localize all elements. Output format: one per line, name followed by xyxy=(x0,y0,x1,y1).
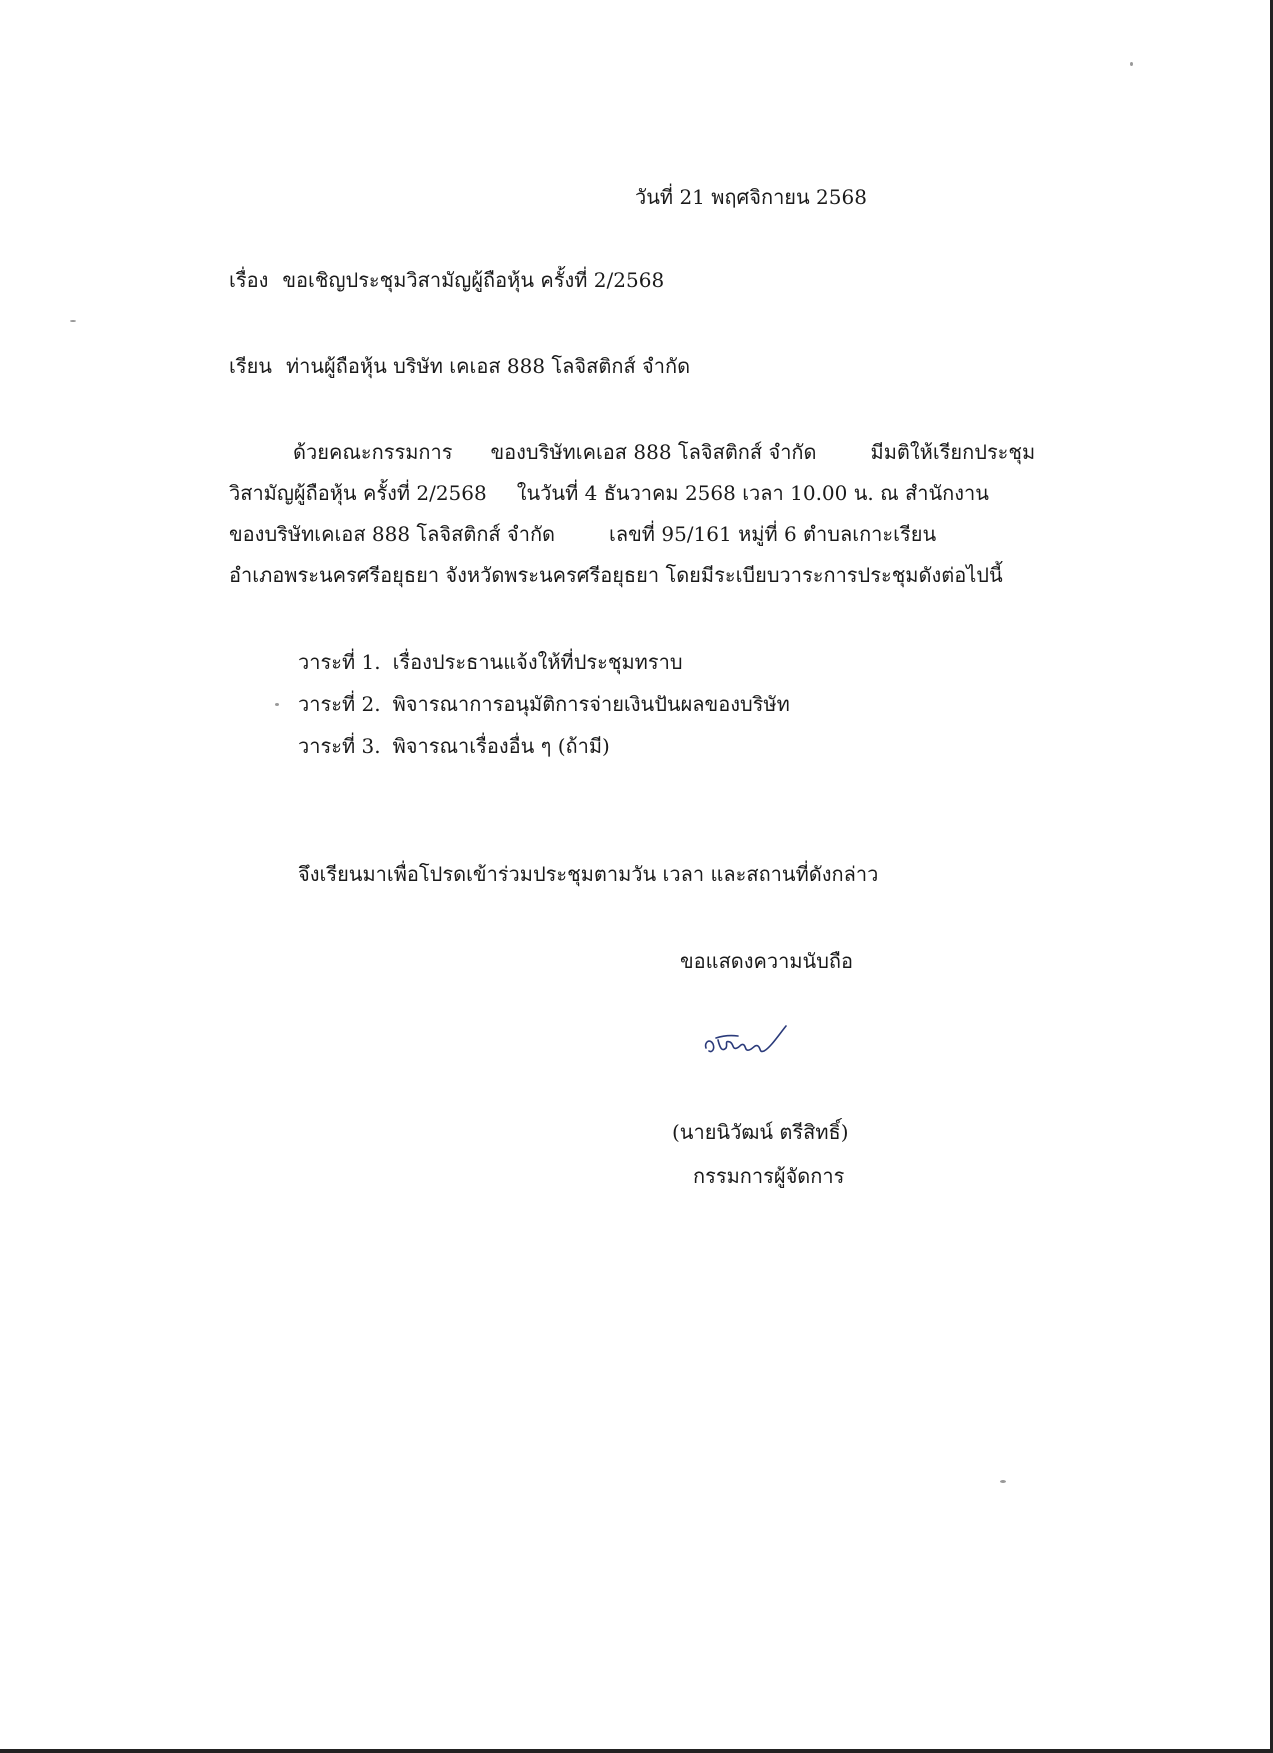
agenda-item xyxy=(298,732,610,760)
body-line-1-a: ด้วยคณะกรรมการ xyxy=(293,440,453,464)
body-line-1-c: มีมติให้เรียกประชุม xyxy=(870,440,1036,464)
subject-label: เรื่อง xyxy=(229,268,269,292)
body-line-3-a: ของบริษัทเคเอส 888 โลจิสติกส์ จำกัด xyxy=(229,522,556,546)
letter-subject xyxy=(229,266,664,294)
letter-date: วันที่ 21 พฤศจิกายน 2568 xyxy=(635,185,867,209)
body-line-1-b: ของบริษัทเคเอส 888 โลจิสติกส์ จำกัด xyxy=(490,440,817,464)
recipient-label: เรียน xyxy=(229,354,272,378)
body-line-2-b: ในวันที่ 4 ธันวาคม 2568 เวลา 10.00 น. ณ สำนักงาน xyxy=(516,481,989,505)
body-line-4: อำเภอพระนครศรีอยุธยา จังหวัดพระนครศรีอยุธยา โดยมีระเบียบวาระการประชุมดังต่อไปนี้ xyxy=(229,563,1003,587)
signer-title: กรรมการผู้จัดการ xyxy=(693,1164,845,1188)
scan-speck xyxy=(1130,62,1133,66)
scan-speck xyxy=(1000,1480,1006,1483)
body-line-2 xyxy=(229,479,989,507)
agenda-item xyxy=(298,648,683,676)
signer-name: (นายนิวัฒน์ ตรีสิทธิ์) xyxy=(672,1120,849,1144)
agenda-text: พิจารณาเรื่องอื่น ๆ (ถ้ามี) xyxy=(392,734,610,758)
recipient-text: ท่านผู้ถือหุ้น บริษัท เคเอส 888 โลจิสติกส์ จำกัด xyxy=(285,354,691,378)
signature-icon xyxy=(700,1018,792,1064)
agenda-label: วาระที่ 1. xyxy=(298,650,381,674)
agenda-item xyxy=(298,690,790,718)
agenda-text: พิจารณาการอนุมัติการจ่ายเงินปันผลของบริษัท xyxy=(392,692,790,716)
body-line-1 xyxy=(293,438,1035,466)
body-line-2-a: วิสามัญผู้ถือหุ้น ครั้งที่ 2/2568 xyxy=(229,481,487,505)
agenda-text: เรื่องประธานแจ้งให้ที่ประชุมทราบ xyxy=(392,650,683,674)
body-line-3-b: เลขที่ 95/161 หมู่ที่ 6 ตำบลเกาะเรียน xyxy=(609,522,937,546)
agenda-label: วาระที่ 3. xyxy=(298,734,381,758)
regards: ขอแสดงความนับถือ xyxy=(680,949,854,973)
subject-text: ขอเชิญประชุมวิสามัญผู้ถือหุ้น ครั้งที่ 2/2568 xyxy=(282,268,665,292)
closing-paragraph: จึงเรียนมาเพื่อโปรดเข้าร่วมประชุมตามวัน เวลา และสถานที่ดังกล่าว xyxy=(298,862,879,886)
body-line-3 xyxy=(229,520,936,548)
letter-recipient xyxy=(229,352,690,380)
scan-speck xyxy=(275,703,279,706)
agenda-label: วาระที่ 2. xyxy=(298,692,381,716)
scan-border-bottom xyxy=(0,1749,1273,1753)
scan-speck xyxy=(70,320,76,322)
